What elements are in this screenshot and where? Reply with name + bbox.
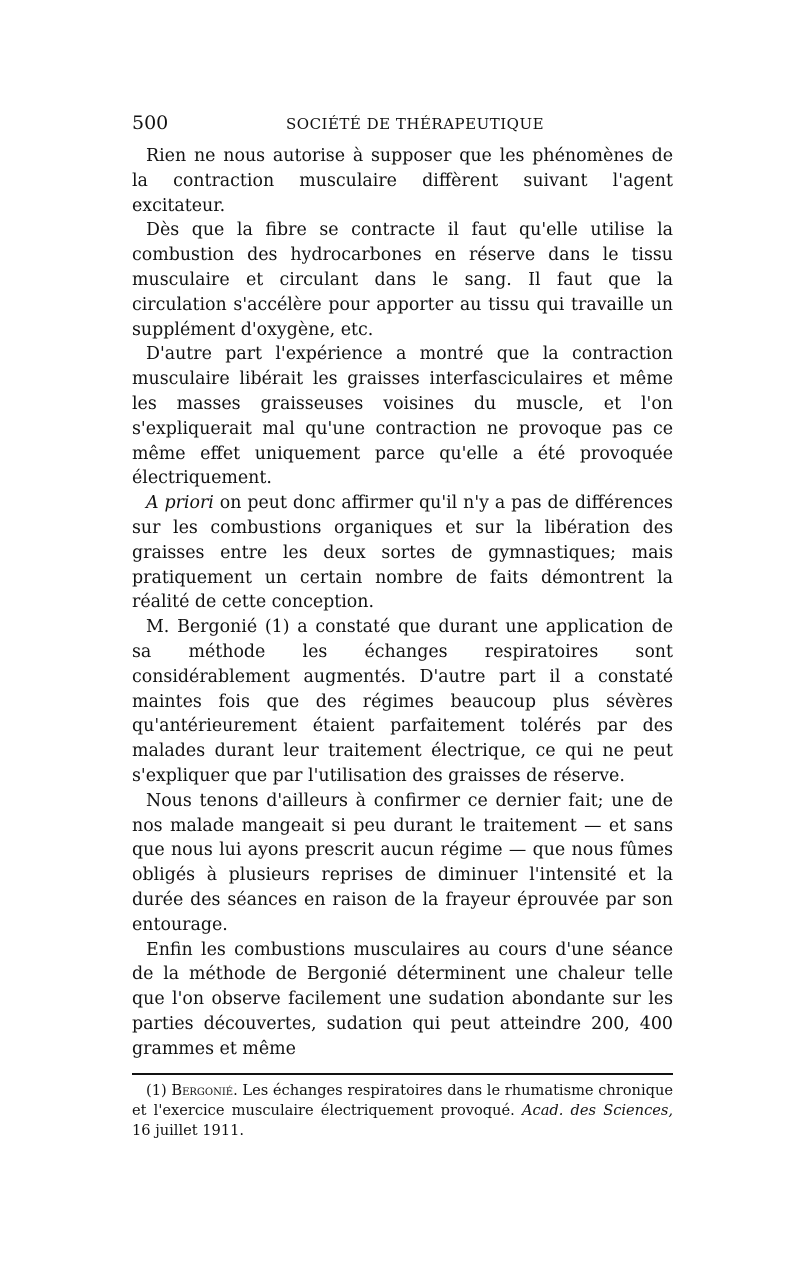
footnote-text: Les échanges respiratoires dans le rhumatisme chronique et l'exercice musculaire électriquement provoqué. [132, 1081, 673, 1119]
paragraph-text: Enfin les combustions musculaires au cours d'une séance de la méthode de Bergonié déterminent une chaleur telle que l'on observe facilement une sudation abondante sur les parties découvertes, sudation qui peut atteindre 200, 400 grammes et même [132, 939, 673, 1059]
paragraph-1 [132, 144, 673, 218]
paragraph-text: Rien ne nous autorise à supposer que les phénomènes de la contraction musculaire diffèrent suivant l'agent excitateur. [132, 146, 673, 216]
footnote-journal: Acad. des Sciences, [522, 1101, 674, 1119]
paragraph-3 [132, 342, 673, 491]
paragraph-text: Nous tenons d'ailleurs à confirmer ce dernier fait; une de nos malade mangeait si peu durant le traitement — et sans que nous lui ayons prescrit aucun régime — que nous fûmes obligés à plusieurs reprises de diminuer l'intensité et la durée des séances en raison de la frayeur éprouvée par son entourage. [132, 790, 673, 935]
paragraph-text: Dès que la fibre se contracte il faut qu'elle utilise la combustion des hydrocarbones en réserve dans le tissu musculaire et circulant dans le sang. Il faut que la circulation s'accélère pour apporter au tissu qui travaille un supplément d'oxygène, etc. [132, 220, 673, 340]
paragraph-text: D'autre part l'expérience a montré que la contraction musculaire libérait les graisses interfasciculaires et même les masses graisseuses voisines du muscle, et l'on s'expliquerait mal qu'une contraction ne provoque pas ce même effet uniquement parce qu'elle a été provoquée électriquement. [132, 344, 673, 489]
page-number: 500 [132, 112, 169, 134]
paragraph-text: on peut donc affirmer qu'il n'y a pas de différences sur les combustions organiques et sur la libération des graisses entre les deux sortes de gymnastiques; mais pratiquement un certain nombre de faits démontrent la réalité de cette conception. [132, 493, 673, 613]
paragraph-2 [132, 218, 673, 342]
paragraph-6 [132, 789, 673, 938]
paragraph-4 [132, 491, 673, 615]
italic-lead: A priori [146, 493, 214, 514]
footnote-divider [132, 1073, 673, 1075]
footnote-date: 16 juillet 1911. [132, 1121, 245, 1139]
book-page [132, 112, 673, 1141]
footnote [132, 1081, 673, 1141]
paragraph-5 [132, 615, 673, 789]
running-head [132, 112, 673, 144]
paragraph-text: M. Bergonié (1) a constaté que durant une application de sa méthode les échanges respiratoires sont considérablement augmentés. D'autre part il a constaté maintes fois que des régimes beaucoup plus sévères qu'antérieurement étaient parfaitement tolérés par des malades durant leur traitement électrique, ce qui ne peut s'expliquer que par l'utilisation des graisses de réserve. [132, 617, 673, 786]
footnote-author: Bergonié. [171, 1081, 238, 1099]
footnote-marker: (1) [146, 1081, 167, 1099]
body-text [132, 144, 673, 1061]
running-title: SOCIÉTÉ DE THÉRAPEUTIQUE [286, 115, 545, 133]
paragraph-7 [132, 938, 673, 1062]
